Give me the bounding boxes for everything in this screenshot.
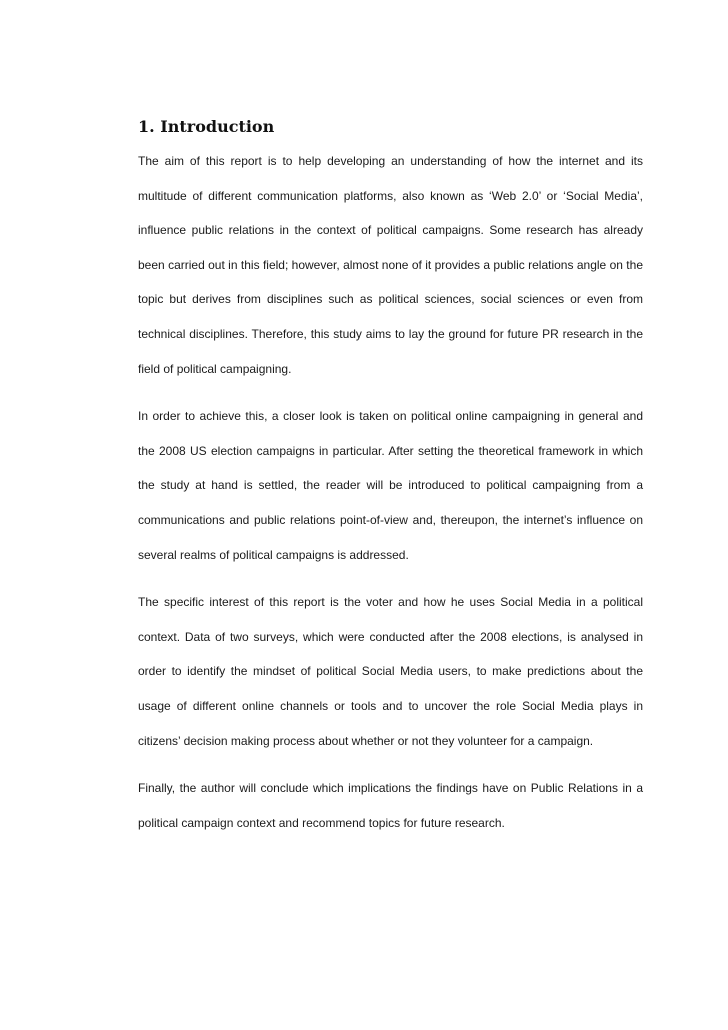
paragraph-interest: The specific interest of this report is the voter and how he uses Social Media in a political context. Data of two surveys, which were conducted after the 2008 elections, is analysed in order to identify the mindset of political Social Media users, to make predictions about the usage of different online channels or tools and to uncover the role Social Media plays in citizens’ decision making process about whether or not they volunteer for a campaign. (138, 595, 643, 748)
page-content (138, 116, 643, 853)
paragraph-conclusion: Finally, the author will conclude which implications the findings have on Public Relations in a political campaign context and recommend topics for future research. (138, 781, 643, 830)
paragraph-aim: The aim of this report is to help developing an understanding of how the internet and its multitude of different communication platforms, also known as ‘Web 2.0’ or ‘Social Media’, influence public relations in the context of political campaigns. Some research has already been carried out in this field; however, almost none of it provides a public relations angle on the topic but derives from disciplines such as political sciences, social sciences or even from technical disciplines. Therefore, this study aims to lay the ground for future PR research in the field of political campaigning. (138, 154, 643, 376)
paragraph-approach: In order to achieve this, a closer look is taken on political online campaigning in general and the 2008 US election campaigns in particular. After setting the theoretical framework in which the study at hand is settled, the reader will be introduced to political campaigning from a communications and public relations point-of-view and, thereupon, the internet’s influence on several realms of political campaigns is addressed. (138, 409, 643, 562)
section-heading: 1. Introduction (138, 117, 275, 136)
